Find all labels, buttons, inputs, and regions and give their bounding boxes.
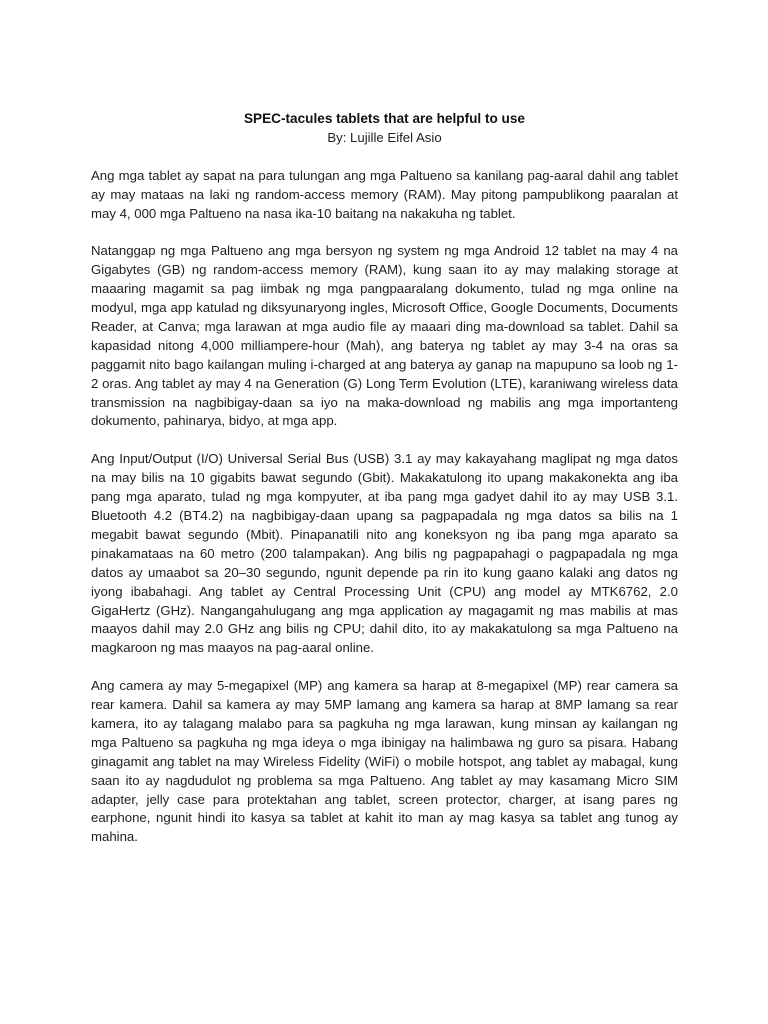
document-title: SPEC-tacules tablets that are helpful to use: [243, 111, 525, 126]
paragraph-tablet-overview: Ang mga tablet ay sapat na para tulungan ang mga Paltueno sa kanilang pag-aaral dahil ang tablet ay may mataas na laki ng random-access memory (RAM). May pitong pampublikong paaralan at may 4, 000 mga Paltueno na nasa ika-10 baitang na nakakuha ng tablet.: [91, 167, 678, 221]
document-body: [91, 110, 678, 866]
document-byline: By: Lujille Eifel Asio: [327, 129, 442, 145]
paragraph-camera-and-accessories: Ang camera ay may 5-megapixel (MP) ang kamera sa harap at 8-megapixel (MP) rear camera sa rear kamera. Dahil sa kamera ay may 5MP lamang ang kamera sa harap at 8MP lamang sa rear kamera, ito ay talagang malabo para sa pagkuha ng mga larawan, kung minsan ay kailangan ng mga Paltueno sa pagkuha ng mga ideya o mga ibinigay na halimbawa ng guro sa pisara. Habang ginagamit ang tablet na may Wireless Fidelity (WiFi) o mobile hotspot, ang tablet ay mabagal, kung saan ito ay nagdudulot ng problema sa mga Paltueno. Ang tablet ay may kasamang Micro SIM adapter, jelly case para protektahan ang tablet, screen protector, charger, at isang pares ng earphone, ngunit hindi ito kasya sa tablet at kahit ito man ay mag kasya sa tablet ang tunog ay mahina.: [91, 678, 678, 845]
paragraph-system-and-storage: Natanggap ng mga Paltueno ang mga bersyon ng system ng mga Android 12 tablet na may 4 na Gigabytes (GB) ng random-access memory (RAM), kung saan ito ay may malaking storage at maaaring magamit sa pag iimbak ng mga pangpaaralang dokumento, tulad ng mga online na modyul, mga app katulad ng diksyunaryong ingles, Microsoft Office, Google Documents, Documents Reader, at Canva; mga larawan at mga audio file ay maaari ding ma-download sa tablet. Dahil sa kapasidad nitong 4,000 milliampere-hour (Mah), ang baterya ng tablet ay may 3-4 na oras sa paggamit nito bago kailangan muling i-charged at ang baterya ay ganap na mapupuno sa loob ng 1-2 oras. Ang tablet ay may 4 na Generation (G) Long Term Evolution (LTE), karaniwang wireless data transmission na nagbibigay-daan sa iyo na maka-download ng mabilis ang mga importanteng dokumento, pahinarya, bidyo, at mga app.: [91, 243, 678, 429]
paragraph-connectivity-and-cpu: Ang Input/Output (I/O) Universal Serial Bus (USB) 3.1 ay may kakayahang maglipat ng mga datos na may bilis na 10 gigabits bawat segundo (Gbit). Makakatulong ito upang makakonekta ang iba pang mga aparato, tulad ng mga kompyuter, at iba pang mga gadyet dahil ito ay may USB 3.1. Bluetooth 4.2 (BT4.2) na nagbibigay-daan upang sa pagpapadala ng mga datos sa bilis na 1 megabit bawat segundo (Mbit). Pinapanatili nito ang koneksyon ng iba pang mga aparato sa pinakamataas na 60 metro (200 talampakan). Ang bilis ng pagpapahagi o pagpapadala ng mga datos ay umaabot sa 20–30 segundo, ngunit depende pa rin ito kung gaano kalaki ang datos ng iyong ibabahagi. Ang tablet ay Central Processing Unit (CPU) ang model ay MTK6762, 2.0 GigaHertz (GHz). Nangangahulugang ang mga application ay magagamit ng mas mabilis at mas maayos dahil may 2.0 GHz ang bilis ng CPU; dahil dito, ito ay makakatulong sa mga Paltueno na magkaroon ng mas maayos na pag-aaral online.: [91, 451, 678, 656]
